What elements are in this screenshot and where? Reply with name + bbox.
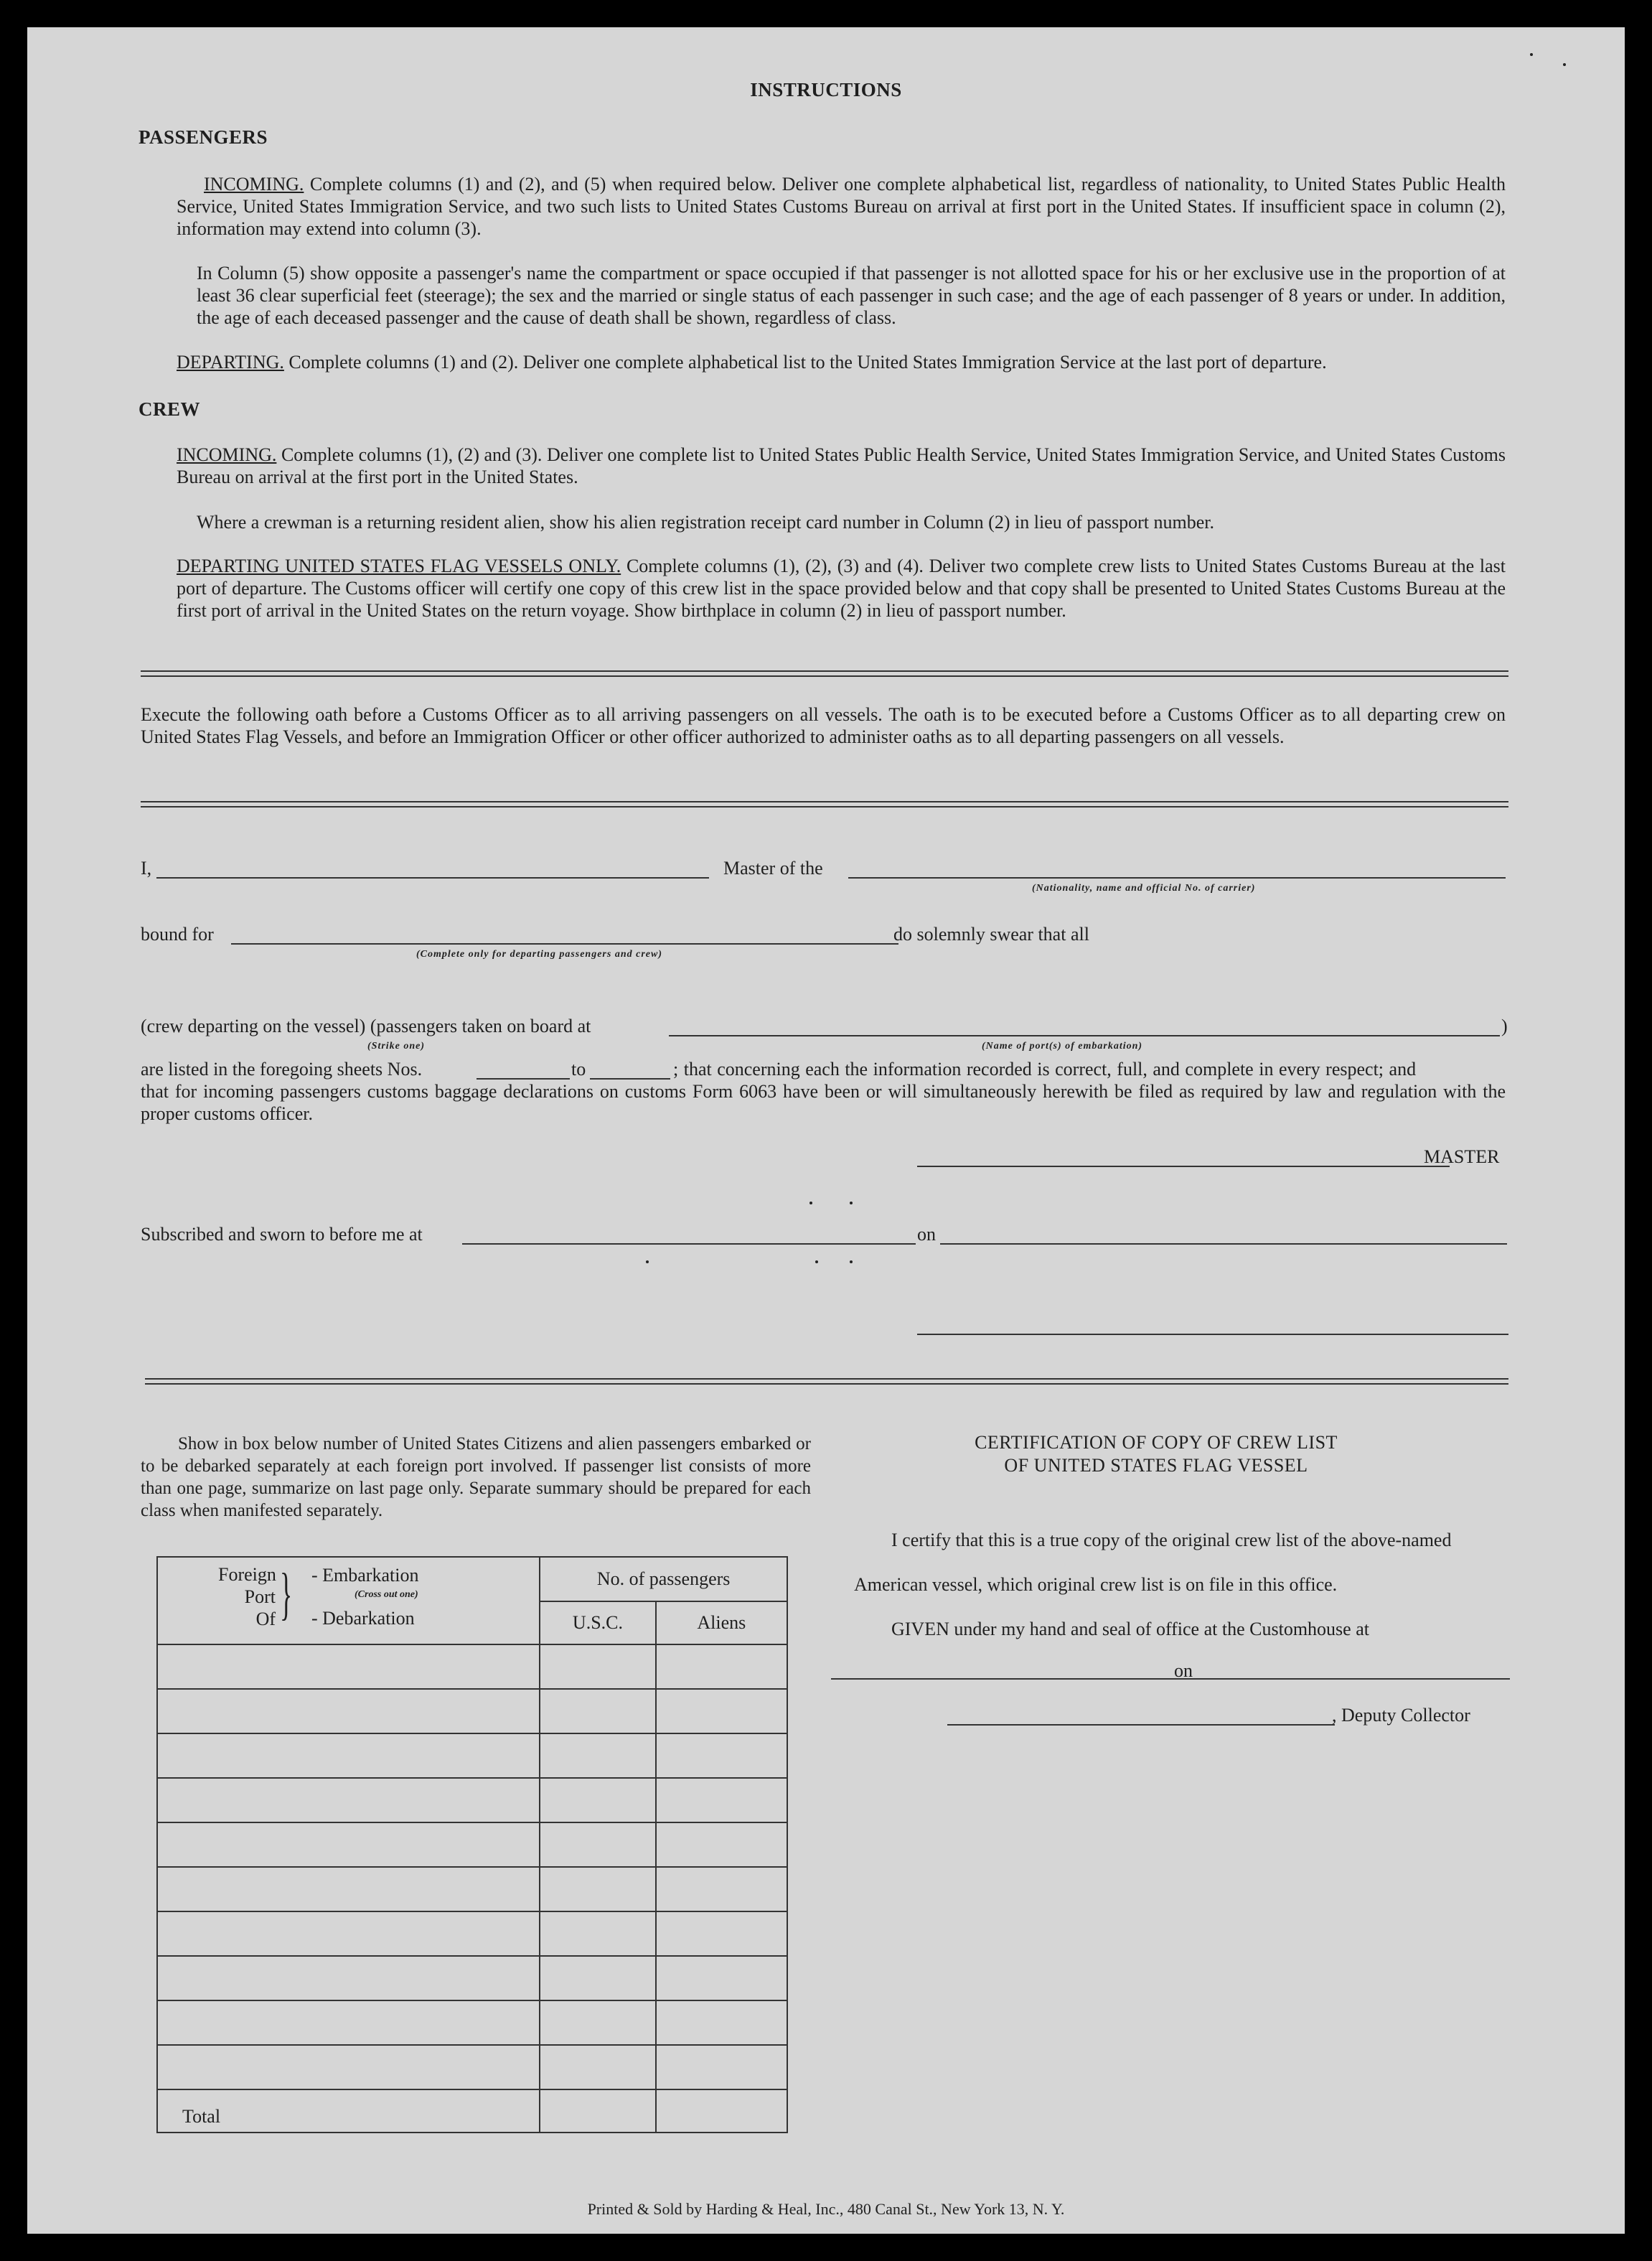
port-cell[interactable] [157,1956,540,2000]
debarkation-label: - Debarkation [311,1608,415,1629]
usc-cell[interactable] [540,1867,655,1911]
double-rule [145,1378,1508,1385]
sheets-from-line[interactable] [477,1078,570,1080]
usc-cell[interactable] [540,1689,655,1733]
certification-title-2: OF UNITED STATES FLAG VESSEL [1004,1455,1308,1476]
brace-icon: } [280,1563,293,1626]
sworn-place-line[interactable] [462,1243,916,1245]
aliens-cell[interactable] [656,1644,787,1689]
certification-date-line[interactable] [1193,1678,1510,1680]
oath-intro: Execute the following oath before a Customs Officer as to all arriving passengers on all vessels. The oath is to be executed before a Customs Officer as to all departing crew on United States Flag Vessels, and before an Immigration Officer or other officer authorized to administer oaths as to all departing passengers on all vessels. [141,704,1506,747]
port-header-cell [157,1557,540,1644]
passengers-incoming-label: INCOMING. [204,174,304,195]
master-label: MASTER [1424,1146,1500,1167]
port-cell[interactable] [157,1911,540,1956]
bound-for-label: bound for [141,924,214,945]
aliens-header: Aliens [656,1601,787,1644]
usc-cell[interactable] [540,1778,655,1822]
crew-alien-paragraph: Where a crewman is a returning resident alien, show his alien registration receipt card number in Column (2) in lieu of passport number. [197,512,1215,533]
aliens-cell[interactable] [656,1911,787,1956]
document-page [27,27,1625,2234]
port-cell[interactable] [157,1733,540,1778]
crew-incoming-paragraph [177,444,1506,488]
double-rule [141,801,1508,808]
sworn-on-label: on [917,1224,936,1245]
port-cell[interactable] [157,2045,540,2089]
certify-text-1: I certify that this is a true copy of the original crew list of the above-named [891,1530,1452,1550]
deputy-collector-label: , Deputy Collector [1332,1705,1470,1726]
passengers-departing-text: Complete columns (1) and (2). Deliver one complete alphabetical list to the United States Immigration Service at the last port of departure. [283,352,1327,373]
sworn-date-line[interactable] [940,1243,1507,1245]
total-label-cell [157,2089,540,2133]
officer-signature-line[interactable] [917,1334,1508,1335]
passenger-summary-table [156,1556,788,2133]
customhouse-line[interactable] [831,1678,1198,1680]
foreign-port-of-label [218,1563,276,1630]
passengers-departing-paragraph [177,351,1506,373]
total-label: Total [182,2106,221,2127]
aliens-cell[interactable] [656,2000,787,2045]
carrier-caption: (Nationality, name and official No. of carrier) [1032,883,1256,894]
embarkation-label: - Embarkation [311,1565,419,1586]
passengers-incoming-text: Complete columns (1) and (2), and (5) when required below. Deliver one complete alphabetical list, regardless of nationality, to United States Public Health Service, United States Immigration Service, and two such lists to United States Customs Bureau on arrival at first port in the United States. If insufficient space in column (2), information may extend into column (3). [177,174,1506,239]
crew-heading: CREW [139,398,201,420]
carrier-line[interactable] [848,877,1506,879]
usc-cell[interactable] [540,2000,655,2045]
port-cell[interactable] [157,1644,540,1689]
listed-text-2: that for incoming passengers customs baggage declarations on customs Form 6063 have been or will simultaneously herewith be filed as required by law and regulation with the proper customs officer. [141,1081,1506,1124]
to-label: to [571,1059,586,1080]
deputy-collector-line[interactable] [947,1724,1335,1726]
usc-cell[interactable] [540,1956,655,2000]
crew-incoming-text: Complete columns (1), (2) and (3). Deliver one complete list to United States Public Health Service, United States Immigration Service, and United States Customs Bureau on arrival at the first port in the United States. [177,444,1506,487]
ink-speck [815,1260,818,1263]
aliens-cell[interactable] [656,1822,787,1867]
ink-speck [850,1260,853,1263]
certify-text-2: American vessel, which original crew list is on file in this office. [854,1574,1338,1595]
certification-title-1: CERTIFICATION OF COPY OF CREW LIST [975,1432,1338,1453]
of-label: Of [255,1609,276,1629]
port-cell[interactable] [157,1778,540,1822]
page-title: INSTRUCTIONS [750,79,902,100]
aliens-cell[interactable] [656,1867,787,1911]
foreign-label: Foreign [218,1564,276,1585]
usc-cell[interactable] [540,1911,655,1956]
listed-text-1: ; that concerning each the information recorded is correct, full, and complete in every respect; and [673,1059,1417,1080]
printer-footer: Printed & Sold by Harding & Heal, Inc., 480 Canal St., New York 13, N. Y. [587,2200,1065,2218]
usc-total-cell[interactable] [540,2089,655,2133]
usc-header: U.S.C. [540,1601,655,1644]
crew-departing-label: DEPARTING UNITED STATES FLAG VESSELS ONLY. [177,556,621,576]
no-of-passengers-header: No. of passengers [540,1557,787,1601]
usc-cell[interactable] [540,1733,655,1778]
ink-speck [809,1202,812,1204]
ports-caption: (Name of port(s) of embarkation) [982,1041,1143,1052]
ink-speck [850,1202,853,1204]
crew-departing-text: Complete columns (1), (2), (3) and (4). Deliver two complete crew lists to United States Customs Bureau at the last port of departure. The Customs officer will certify one copy of this crew list in the space provided below and that copy shall be presented to United States Customs Bureau at the first port of arrival in the United States on the return voyage. Show birthplace in column (2) in lieu of passport number. [177,556,1506,621]
port-label: Port [244,1586,276,1607]
passengers-heading: PASSENGERS [139,126,268,148]
port-cell[interactable] [157,2000,540,2045]
ports-line[interactable] [669,1035,1500,1036]
aliens-cell[interactable] [656,1778,787,1822]
swear-label: do solemnly swear that all [893,924,1089,945]
close-paren: ) [1501,1016,1508,1036]
port-cell[interactable] [157,1822,540,1867]
oath-i-label: I, [141,858,152,879]
certification-on-label: on [1174,1660,1193,1681]
passengers-departing-label: DEPARTING. [177,352,284,373]
aliens-total-cell[interactable] [656,2089,787,2133]
strike-caption: (Strike one) [367,1041,426,1052]
ink-speck [646,1260,649,1263]
passengers-incoming-paragraph [177,173,1506,240]
summary-instruction: Show in box below number of United States Citizens and alien passengers embarked or to be debarked separately at each foreign port involved. If passenger list consists of more than one page, summarize on last page only. Separate summary should be prepared for each class when manifested separately. [141,1434,811,1520]
bound-for-line[interactable] [231,943,898,945]
ink-speck [1563,63,1566,66]
aliens-cell[interactable] [656,1689,787,1733]
ink-speck [1530,53,1533,56]
subscribed-label: Subscribed and sworn to before me at [141,1224,423,1245]
aliens-cell[interactable] [656,1956,787,2000]
sheets-to-line[interactable] [590,1078,670,1080]
usc-cell[interactable] [540,1822,655,1867]
port-cell[interactable] [157,1689,540,1733]
crew-departing-label: (crew departing on the vessel) (passengers taken on board at [141,1016,591,1036]
listed-label: are listed in the foregoing sheets Nos. [141,1059,423,1080]
crew-incoming-label: INCOMING. [177,444,277,465]
usc-cell[interactable] [540,2045,655,2089]
given-text: GIVEN under my hand and seal of office at the Customhouse at [891,1619,1369,1639]
crew-departing-paragraph [177,555,1506,622]
port-cell[interactable] [157,1867,540,1911]
master-of-label: Master of the [723,858,823,879]
double-rule [141,670,1508,677]
master-name-line[interactable] [156,877,709,879]
bound-for-caption: (Complete only for departing passengers and crew) [416,949,662,960]
aliens-cell[interactable] [656,2045,787,2089]
aliens-cell[interactable] [656,1733,787,1778]
cross-out-caption: (Cross out one) [355,1589,418,1600]
master-signature-line[interactable] [917,1166,1450,1167]
usc-cell[interactable] [540,1644,655,1689]
passengers-column5-paragraph: In Column (5) show opposite a passenger's name the compartment or space occupied if that passenger is not allotted space for his or her exclusive use in the proportion of at least 36 clear superficial feet (steerage); the sex and the married or single status of each passenger in such case; and the age of each passenger of 8 years or under. In addition, the age of each deceased passenger and the cause of death shall be shown, regardless of class. [197,263,1506,328]
